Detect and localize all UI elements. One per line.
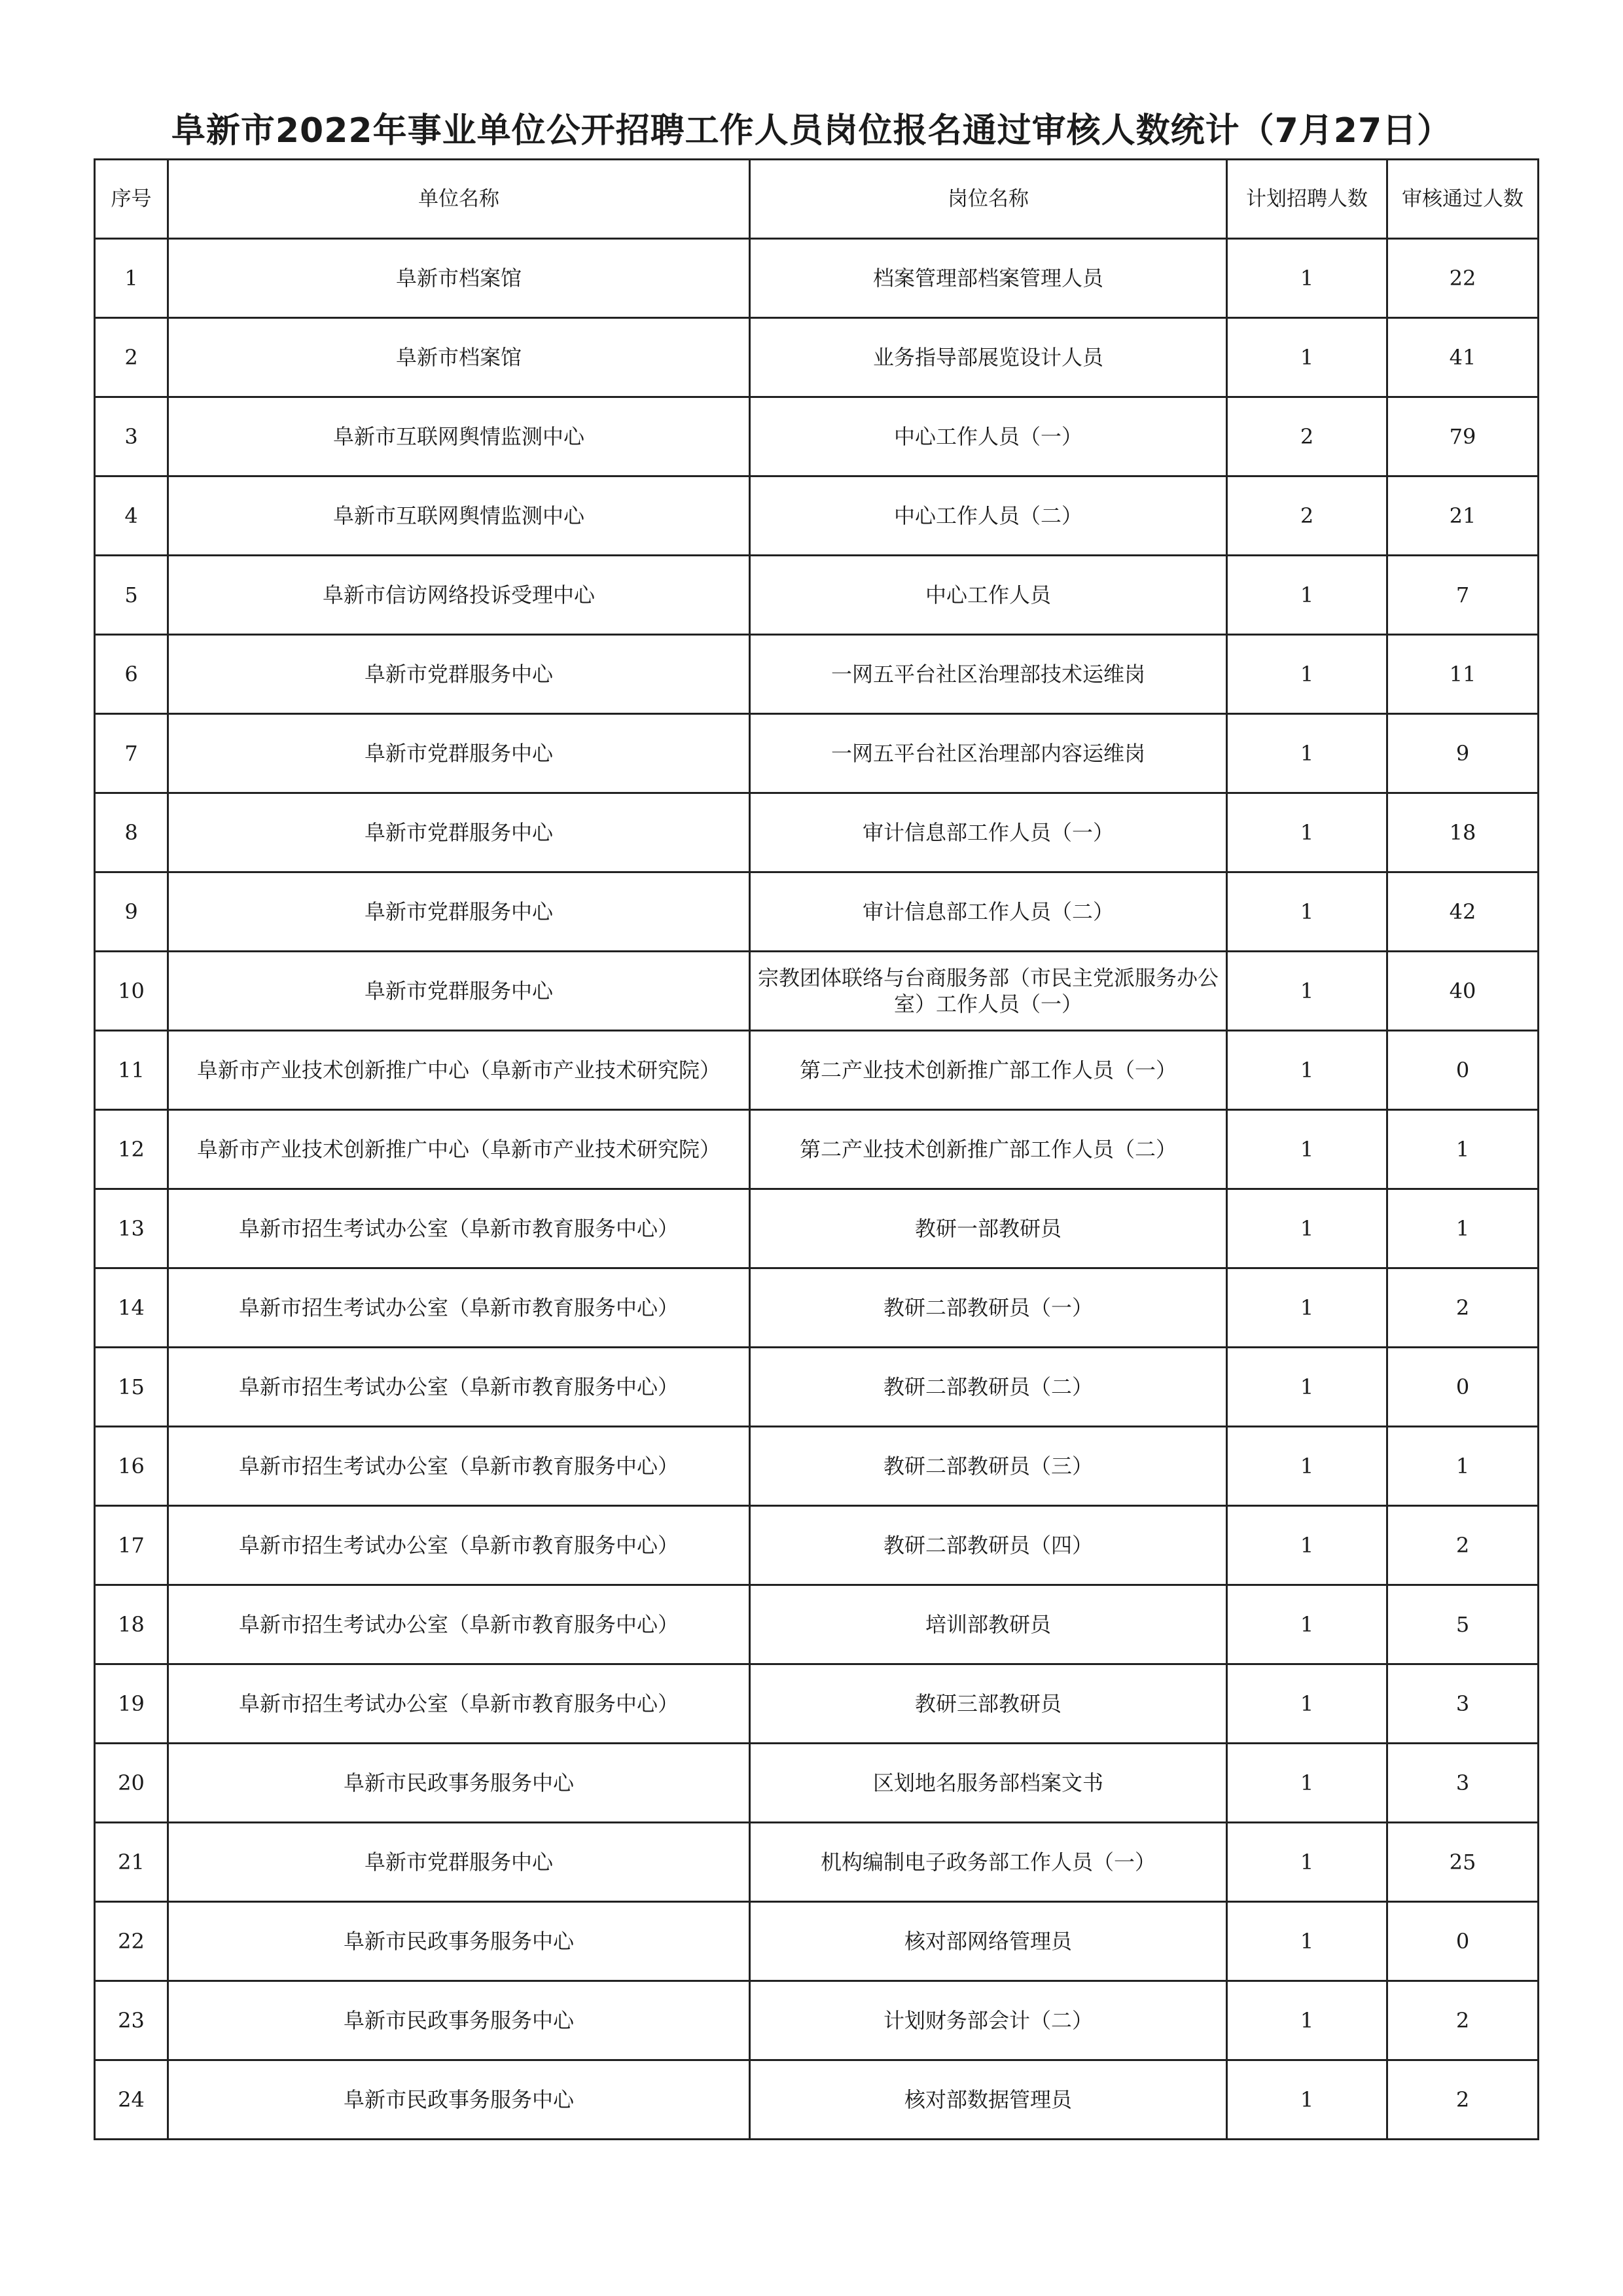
header-seq: 序号 <box>95 160 168 239</box>
table-row <box>95 556 1539 635</box>
cell-seq: 4 <box>95 476 168 556</box>
cell-planned-count: 2 <box>1227 476 1387 556</box>
table-row <box>95 1189 1539 1268</box>
header-post-name: 岗位名称 <box>750 160 1227 239</box>
cell-unit-name: 阜新市产业技术创新推广中心（阜新市产业技术研究院） <box>168 1110 750 1189</box>
cell-planned-count: 2 <box>1227 397 1387 476</box>
table-row <box>95 1823 1539 1902</box>
cell-seq: 3 <box>95 397 168 476</box>
cell-post-name: 第二产业技术创新推广部工作人员（一） <box>750 1031 1227 1110</box>
cell-post-name: 培训部教研员 <box>750 1585 1227 1664</box>
cell-planned-count: 1 <box>1227 1427 1387 1506</box>
cell-planned-count: 1 <box>1227 1506 1387 1585</box>
cell-planned-count: 1 <box>1227 1031 1387 1110</box>
cell-planned-count: 1 <box>1227 1268 1387 1348</box>
cell-post-name: 中心工作人员 <box>750 556 1227 635</box>
cell-planned-count: 1 <box>1227 635 1387 714</box>
cell-post-name: 审计信息部工作人员（一） <box>750 793 1227 872</box>
cell-approved-count: 5 <box>1387 1585 1539 1664</box>
cell-unit-name: 阜新市产业技术创新推广中心（阜新市产业技术研究院） <box>168 1031 750 1110</box>
table-row <box>95 714 1539 793</box>
cell-planned-count: 1 <box>1227 1585 1387 1664</box>
cell-approved-count: 2 <box>1387 1981 1539 2060</box>
table-row <box>95 1268 1539 1348</box>
cell-approved-count: 2 <box>1387 2060 1539 2140</box>
cell-seq: 18 <box>95 1585 168 1664</box>
cell-approved-count: 18 <box>1387 793 1539 872</box>
cell-post-name: 计划财务部会计（二） <box>750 1981 1227 2060</box>
table-row <box>95 635 1539 714</box>
cell-approved-count: 41 <box>1387 318 1539 397</box>
table-row <box>95 793 1539 872</box>
cell-approved-count: 1 <box>1387 1110 1539 1189</box>
cell-post-name: 教研二部教研员（三） <box>750 1427 1227 1506</box>
cell-post-name: 一网五平台社区治理部技术运维岗 <box>750 635 1227 714</box>
table-header-row <box>95 160 1539 239</box>
table-row <box>95 1902 1539 1981</box>
cell-post-name: 教研二部教研员（一） <box>750 1268 1227 1348</box>
table-row <box>95 1744 1539 1823</box>
cell-unit-name: 阜新市档案馆 <box>168 239 750 318</box>
cell-seq: 1 <box>95 239 168 318</box>
cell-seq: 20 <box>95 1744 168 1823</box>
table-row <box>95 1110 1539 1189</box>
cell-unit-name: 阜新市民政事务服务中心 <box>168 1981 750 2060</box>
table-row <box>95 1981 1539 2060</box>
cell-seq: 24 <box>95 2060 168 2140</box>
cell-planned-count: 1 <box>1227 872 1387 952</box>
cell-post-name: 核对部数据管理员 <box>750 2060 1227 2140</box>
cell-unit-name: 阜新市党群服务中心 <box>168 635 750 714</box>
cell-post-name: 审计信息部工作人员（二） <box>750 872 1227 952</box>
table-row <box>95 239 1539 318</box>
cell-post-name: 核对部网络管理员 <box>750 1902 1227 1981</box>
table-row <box>95 1664 1539 1744</box>
cell-seq: 7 <box>95 714 168 793</box>
cell-unit-name: 阜新市招生考试办公室（阜新市教育服务中心） <box>168 1664 750 1744</box>
cell-approved-count: 9 <box>1387 714 1539 793</box>
table-row <box>95 1348 1539 1427</box>
header-approved-count: 审核通过人数 <box>1387 160 1539 239</box>
cell-seq: 11 <box>95 1031 168 1110</box>
table-row <box>95 1031 1539 1110</box>
cell-unit-name: 阜新市信访网络投诉受理中心 <box>168 556 750 635</box>
cell-planned-count: 1 <box>1227 793 1387 872</box>
cell-approved-count: 79 <box>1387 397 1539 476</box>
table-row <box>95 1427 1539 1506</box>
cell-seq: 23 <box>95 1981 168 2060</box>
cell-approved-count: 11 <box>1387 635 1539 714</box>
cell-seq: 2 <box>95 318 168 397</box>
table-row <box>95 318 1539 397</box>
table-row <box>95 952 1539 1031</box>
cell-approved-count: 22 <box>1387 239 1539 318</box>
cell-seq: 15 <box>95 1348 168 1427</box>
cell-approved-count: 25 <box>1387 1823 1539 1902</box>
table-row <box>95 397 1539 476</box>
cell-planned-count: 1 <box>1227 1110 1387 1189</box>
table-row <box>95 2060 1539 2140</box>
cell-unit-name: 阜新市民政事务服务中心 <box>168 1744 750 1823</box>
cell-post-name: 一网五平台社区治理部内容运维岗 <box>750 714 1227 793</box>
cell-planned-count: 1 <box>1227 239 1387 318</box>
cell-planned-count: 1 <box>1227 1981 1387 2060</box>
cell-seq: 8 <box>95 793 168 872</box>
cell-unit-name: 阜新市党群服务中心 <box>168 952 750 1031</box>
cell-approved-count: 0 <box>1387 1348 1539 1427</box>
cell-post-name: 教研二部教研员（四） <box>750 1506 1227 1585</box>
table-row <box>95 1506 1539 1585</box>
cell-unit-name: 阜新市招生考试办公室（阜新市教育服务中心） <box>168 1506 750 1585</box>
cell-planned-count: 1 <box>1227 318 1387 397</box>
cell-seq: 17 <box>95 1506 168 1585</box>
cell-post-name: 中心工作人员（一） <box>750 397 1227 476</box>
cell-seq: 5 <box>95 556 168 635</box>
cell-planned-count: 1 <box>1227 1823 1387 1902</box>
cell-unit-name: 阜新市档案馆 <box>168 318 750 397</box>
cell-approved-count: 3 <box>1387 1744 1539 1823</box>
stats-table <box>94 158 1539 2140</box>
cell-unit-name: 阜新市党群服务中心 <box>168 714 750 793</box>
cell-post-name: 中心工作人员（二） <box>750 476 1227 556</box>
cell-post-name: 教研三部教研员 <box>750 1664 1227 1744</box>
cell-approved-count: 2 <box>1387 1506 1539 1585</box>
cell-seq: 12 <box>95 1110 168 1189</box>
cell-post-name: 档案管理部档案管理人员 <box>750 239 1227 318</box>
table-row <box>95 1585 1539 1664</box>
cell-unit-name: 阜新市党群服务中心 <box>168 793 750 872</box>
header-unit-name: 单位名称 <box>168 160 750 239</box>
cell-approved-count: 0 <box>1387 1031 1539 1110</box>
cell-post-name: 区划地名服务部档案文书 <box>750 1744 1227 1823</box>
cell-planned-count: 1 <box>1227 1664 1387 1744</box>
cell-post-name: 宗教团体联络与台商服务部（市民主党派服务办公室）工作人员（一） <box>750 952 1227 1031</box>
cell-approved-count: 2 <box>1387 1268 1539 1348</box>
cell-seq: 14 <box>95 1268 168 1348</box>
cell-unit-name: 阜新市招生考试办公室（阜新市教育服务中心） <box>168 1585 750 1664</box>
cell-seq: 9 <box>95 872 168 952</box>
cell-planned-count: 1 <box>1227 2060 1387 2140</box>
cell-approved-count: 1 <box>1387 1427 1539 1506</box>
table-row <box>95 476 1539 556</box>
cell-unit-name: 阜新市招生考试办公室（阜新市教育服务中心） <box>168 1189 750 1268</box>
cell-post-name: 机构编制电子政务部工作人员（一） <box>750 1823 1227 1902</box>
cell-seq: 21 <box>95 1823 168 1902</box>
cell-approved-count: 42 <box>1387 872 1539 952</box>
cell-planned-count: 1 <box>1227 1189 1387 1268</box>
cell-planned-count: 1 <box>1227 1744 1387 1823</box>
cell-approved-count: 3 <box>1387 1664 1539 1744</box>
header-planned-count: 计划招聘人数 <box>1227 160 1387 239</box>
cell-planned-count: 1 <box>1227 714 1387 793</box>
cell-seq: 10 <box>95 952 168 1031</box>
cell-planned-count: 1 <box>1227 1902 1387 1981</box>
cell-seq: 19 <box>95 1664 168 1744</box>
cell-post-name: 教研一部教研员 <box>750 1189 1227 1268</box>
cell-post-name: 教研二部教研员（二） <box>750 1348 1227 1427</box>
cell-post-name: 业务指导部展览设计人员 <box>750 318 1227 397</box>
cell-unit-name: 阜新市党群服务中心 <box>168 1823 750 1902</box>
cell-post-name: 第二产业技术创新推广部工作人员（二） <box>750 1110 1227 1189</box>
cell-approved-count: 40 <box>1387 952 1539 1031</box>
table-row <box>95 872 1539 952</box>
cell-planned-count: 1 <box>1227 556 1387 635</box>
cell-unit-name: 阜新市党群服务中心 <box>168 872 750 952</box>
cell-approved-count: 1 <box>1387 1189 1539 1268</box>
cell-unit-name: 阜新市招生考试办公室（阜新市教育服务中心） <box>168 1268 750 1348</box>
cell-unit-name: 阜新市招生考试办公室（阜新市教育服务中心） <box>168 1348 750 1427</box>
cell-unit-name: 阜新市民政事务服务中心 <box>168 1902 750 1981</box>
cell-seq: 16 <box>95 1427 168 1506</box>
cell-approved-count: 21 <box>1387 476 1539 556</box>
cell-seq: 13 <box>95 1189 168 1268</box>
cell-seq: 6 <box>95 635 168 714</box>
cell-unit-name: 阜新市互联网舆情监测中心 <box>168 476 750 556</box>
cell-unit-name: 阜新市互联网舆情监测中心 <box>168 397 750 476</box>
cell-planned-count: 1 <box>1227 952 1387 1031</box>
cell-unit-name: 阜新市招生考试办公室（阜新市教育服务中心） <box>168 1427 750 1506</box>
cell-approved-count: 7 <box>1387 556 1539 635</box>
page-title: 阜新市2022年事业单位公开招聘工作人员岗位报名通过审核人数统计（7月27日） <box>171 111 1452 151</box>
cell-unit-name: 阜新市民政事务服务中心 <box>168 2060 750 2140</box>
cell-planned-count: 1 <box>1227 1348 1387 1427</box>
cell-approved-count: 0 <box>1387 1902 1539 1981</box>
cell-seq: 22 <box>95 1902 168 1981</box>
